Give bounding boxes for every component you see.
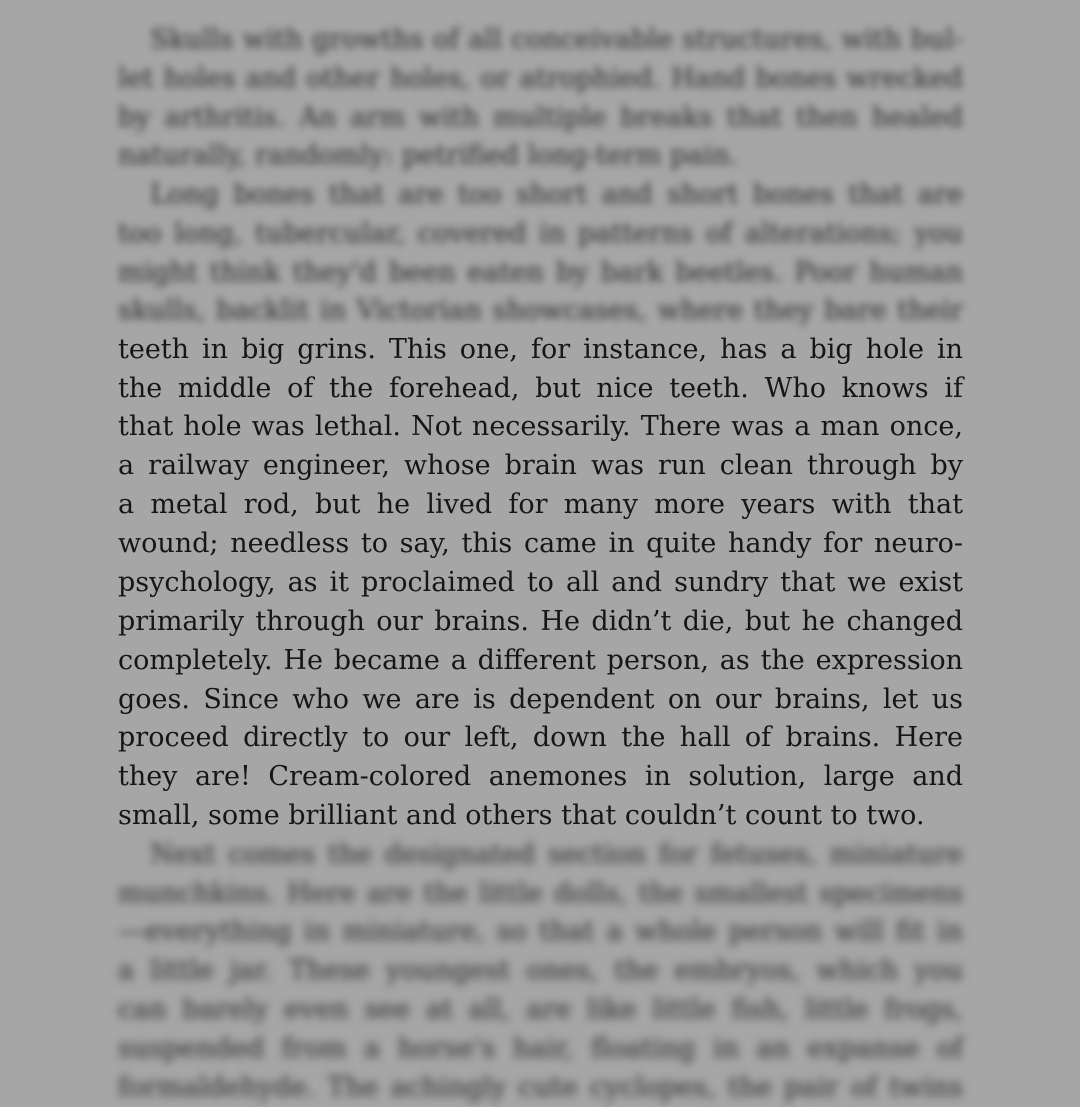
text-line: teeth in big grins. This one, for instance, has a big hole in xyxy=(118,334,963,365)
blurred-text-line: naturally, randomly: petrified long-term pain. xyxy=(118,140,739,171)
blurred-text-line: let holes and other holes, or atrophied. Hand bones wrecked xyxy=(118,63,963,94)
text-line: wound; needless to say, this came in quite handy for neuro- xyxy=(118,528,963,559)
text-line: goes. Since who we are is dependent on our brains, let us xyxy=(118,684,963,715)
text-line: that hole was lethal. Not necessarily. There was a man once, xyxy=(118,411,963,442)
text-line: proceed directly to our left, down the hall of brains. Here xyxy=(118,722,963,753)
text-line: small, some brilliant and others that couldn’t count to two. xyxy=(118,800,925,831)
blurred-text-line: formaldehyde. The achingly cute cyclopes, the pair of twins xyxy=(118,1072,963,1103)
blurred-text-line: by arthritis. An arm with multiple breaks that then healed xyxy=(118,102,963,133)
text-line: the middle of the forehead, but nice teeth. Who knows if xyxy=(118,373,963,404)
blurred-text-line: munchkins. Here are the little dolls, the smallest specimens xyxy=(118,878,963,909)
text-line: they are! Cream-colored anemones in solution, large and xyxy=(118,761,963,792)
blurred-text-line: skulls, backlit in Victorian showcases, where they bare their xyxy=(118,295,963,326)
book-page xyxy=(118,0,963,1103)
blurred-text-line: Skulls with growths of all conceivable structures, with bul- xyxy=(150,24,963,55)
blurred-text-line: Long bones that are too short and short bones that are xyxy=(150,179,963,210)
blurred-text-line: too long, tubercular, covered in patterns of alterations; you xyxy=(118,218,963,249)
blurred-text-line: —everything in miniature, so that a whole person will fit in xyxy=(118,916,963,947)
text-line: completely. He became a different person, as the expression xyxy=(118,645,963,676)
blurred-text-line: can barely even see at all, are like little fish, little frogs, xyxy=(118,994,963,1025)
text-line: primarily through our brains. He didn’t die, but he changed xyxy=(118,606,963,637)
text-line: a railway engineer, whose brain was run clean through by xyxy=(118,450,963,481)
text-line: a metal rod, but he lived for many more years with that xyxy=(118,489,963,520)
blurred-text-line: might think they'd been eaten by bark beetles. Poor human xyxy=(118,257,963,288)
blurred-text-line: Next comes the designated section for fetuses, miniature xyxy=(150,839,963,870)
text-line: psychology, as it proclaimed to all and sundry that we exist xyxy=(118,567,963,598)
blurred-text-line: a little jar. These youngest ones, the embryos, which you xyxy=(118,955,963,986)
blurred-text-line: suspended from a horse's hair, floating in an expanse of xyxy=(118,1033,963,1064)
